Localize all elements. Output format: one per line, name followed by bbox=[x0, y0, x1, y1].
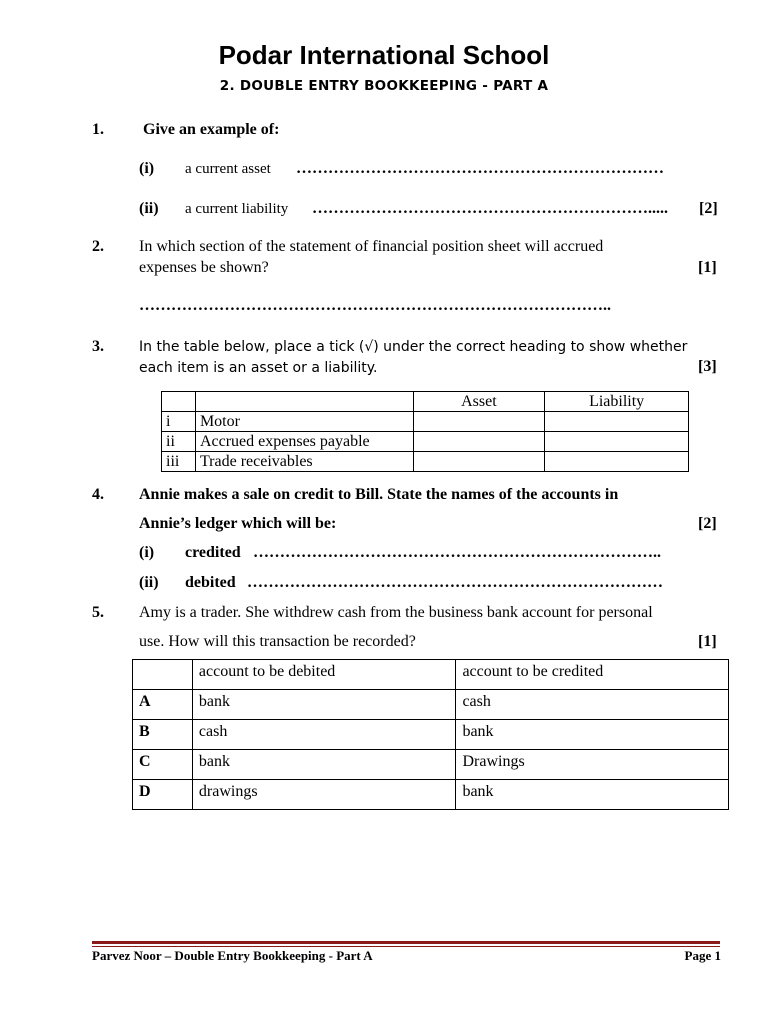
debit-cell: cash bbox=[192, 720, 456, 750]
q4-i-text: credited bbox=[185, 544, 241, 561]
q2-line2: expenses be shown? bbox=[139, 259, 269, 276]
table-row bbox=[162, 452, 689, 472]
credit-cell: bank bbox=[456, 720, 729, 750]
option-label[interactable]: B bbox=[133, 720, 193, 750]
row-item: Trade receivables bbox=[195, 452, 413, 472]
footer-divider-thin bbox=[92, 946, 720, 947]
q2-answer-line[interactable]: …………………………………………………………………………….. bbox=[139, 297, 611, 314]
page-title: Podar International School bbox=[218, 40, 550, 70]
q4-line1: Annie makes a sale on credit to Bill. State the names of the accounts in bbox=[139, 486, 619, 503]
header-credited: account to be credited bbox=[456, 660, 729, 690]
asset-liability-table bbox=[161, 391, 689, 472]
q3-marks: [3] bbox=[698, 358, 717, 375]
credit-cell: bank bbox=[456, 780, 729, 810]
option-label[interactable]: C bbox=[133, 750, 193, 780]
page-subtitle: 2. DOUBLE ENTRY BOOKKEEPING - PART A bbox=[219, 78, 549, 94]
q4-i-label: (i) bbox=[139, 544, 155, 561]
q4-i-answer-line[interactable]: ………………………………………………………………….. bbox=[253, 544, 661, 561]
q4-marks: [2] bbox=[698, 515, 717, 532]
q1-marks: [2] bbox=[699, 200, 718, 217]
row-number: i bbox=[162, 412, 196, 432]
table-header-asset: Asset bbox=[413, 392, 545, 412]
table-header-row bbox=[133, 660, 729, 690]
asset-tick-cell[interactable] bbox=[413, 412, 545, 432]
option-label[interactable]: A bbox=[133, 690, 193, 720]
asset-tick-cell[interactable] bbox=[413, 432, 545, 452]
q1-i-label: (i) bbox=[139, 160, 155, 177]
row-number: ii bbox=[162, 432, 196, 452]
row-item: Accrued expenses payable bbox=[195, 432, 413, 452]
q1-i-text: a current asset bbox=[185, 161, 271, 177]
table-cell bbox=[133, 660, 193, 690]
liability-tick-cell[interactable] bbox=[545, 412, 689, 432]
table-row bbox=[162, 412, 689, 432]
q4-number: 4. bbox=[92, 486, 104, 503]
q4-ii-answer-line[interactable]: …………………………………………………………………… bbox=[247, 574, 663, 591]
q1-ii-label: (ii) bbox=[139, 200, 159, 217]
q5-marks: [1] bbox=[698, 633, 717, 650]
asset-tick-cell[interactable] bbox=[413, 452, 545, 472]
option-row-c[interactable] bbox=[133, 750, 729, 780]
row-number: iii bbox=[162, 452, 196, 472]
table-header-liability: Liability bbox=[545, 392, 689, 412]
q4-ii-text: debited bbox=[185, 574, 236, 591]
table-cell bbox=[195, 392, 413, 412]
row-item: Motor bbox=[195, 412, 413, 432]
table-header-row bbox=[162, 392, 689, 412]
header-debited: account to be debited bbox=[192, 660, 456, 690]
q4-line2: Annie’s ledger which will be: bbox=[139, 515, 337, 532]
credit-cell: Drawings bbox=[456, 750, 729, 780]
debit-cell: bank bbox=[192, 750, 456, 780]
q3-line2: each item is an asset or a liability. bbox=[139, 360, 378, 376]
option-label[interactable]: D bbox=[133, 780, 193, 810]
q5-line1: Amy is a trader. She withdrew cash from the business bank account for personal bbox=[139, 604, 653, 621]
footer-author: Parvez Noor – Double Entry Bookkeeping - Part A bbox=[92, 948, 373, 963]
option-row-b[interactable] bbox=[133, 720, 729, 750]
q1-ii-answer-line[interactable]: ………………………………………………………..... bbox=[312, 200, 668, 217]
liability-tick-cell[interactable] bbox=[545, 432, 689, 452]
q4-ii-label: (ii) bbox=[139, 574, 159, 591]
debit-cell: bank bbox=[192, 690, 456, 720]
debit-cell: drawings bbox=[192, 780, 456, 810]
table-row bbox=[162, 432, 689, 452]
option-row-d[interactable] bbox=[133, 780, 729, 810]
page-number: Page 1 bbox=[684, 948, 721, 963]
q3-number: 3. bbox=[92, 338, 104, 355]
q1-prompt: Give an example of: bbox=[143, 121, 280, 138]
q2-line1: In which section of the statement of financial position sheet will accrued bbox=[139, 238, 604, 255]
q2-marks: [1] bbox=[698, 259, 717, 276]
q2-number: 2. bbox=[92, 238, 104, 255]
transaction-options-table bbox=[132, 659, 729, 810]
q1-i-answer-line[interactable]: …………………………………………………………… bbox=[296, 160, 664, 177]
q1-number: 1. bbox=[92, 121, 104, 138]
option-row-a[interactable] bbox=[133, 690, 729, 720]
q3-line1: In the table below, place a tick (√) under the correct heading to show whether bbox=[139, 339, 688, 355]
footer-divider bbox=[92, 941, 720, 944]
q5-line2: use. How will this transaction be recorded? bbox=[139, 633, 416, 650]
table-cell bbox=[162, 392, 196, 412]
q5-number: 5. bbox=[92, 604, 104, 621]
credit-cell: cash bbox=[456, 690, 729, 720]
liability-tick-cell[interactable] bbox=[545, 452, 689, 472]
q1-ii-text: a current liability bbox=[185, 201, 289, 217]
